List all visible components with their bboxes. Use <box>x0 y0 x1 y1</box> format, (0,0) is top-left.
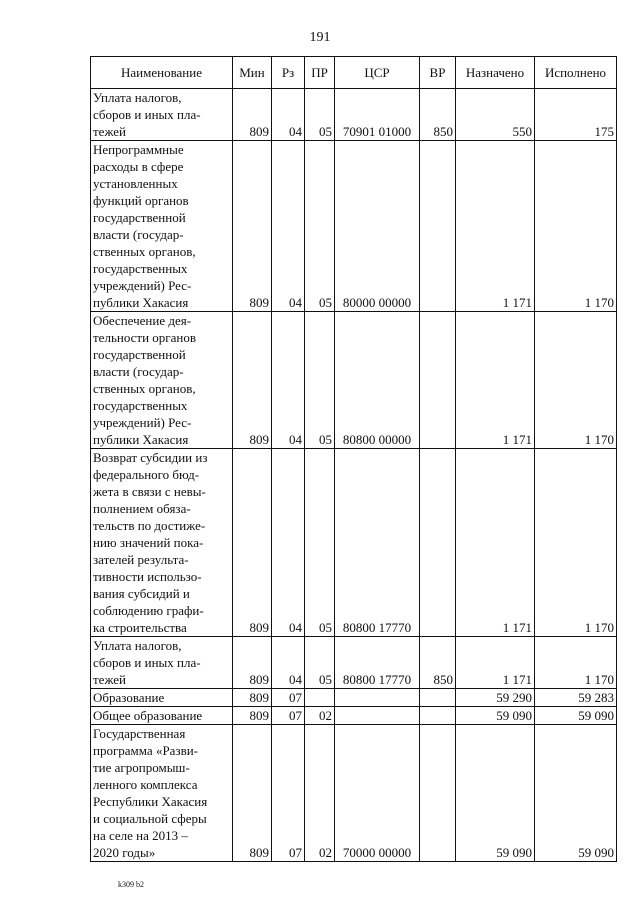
row-min: 809 <box>233 707 272 725</box>
row-vr <box>420 449 456 637</box>
table-row <box>91 637 617 689</box>
table-row <box>91 141 617 312</box>
row-assigned: 59 290 <box>456 689 535 707</box>
row-name: Непрограммные расходы в сфере установленных функций органов государственной власти (государ- ственных органов, государственных учреждений) Рес- публики Хакасия <box>91 141 233 312</box>
row-vr: 850 <box>420 637 456 689</box>
row-min: 809 <box>233 449 272 637</box>
row-name: Возврат субсидии из федерального бюд- жета в связи с невы- полнением обяза- тельств по достиже- нию значений пока- зателей результа- тивности использо- вания субсидий и соблюдению графи- ка строительства <box>91 449 233 637</box>
row-vr <box>420 707 456 725</box>
table-row <box>91 312 617 449</box>
row-rz: 04 <box>272 449 305 637</box>
table-header-row <box>91 57 617 89</box>
header-assigned: Назначено <box>456 57 535 89</box>
row-name: Образование <box>91 689 233 707</box>
page-number: 191 <box>309 30 331 45</box>
header-csr: ЦСР <box>335 57 420 89</box>
header-vr: ВР <box>420 57 456 89</box>
row-rz: 07 <box>272 707 305 725</box>
row-assigned: 1 171 <box>456 141 535 312</box>
row-min: 809 <box>233 89 272 141</box>
row-rz: 04 <box>272 312 305 449</box>
table-row <box>91 689 617 707</box>
row-assigned: 1 171 <box>456 449 535 637</box>
row-min: 809 <box>233 689 272 707</box>
table-row <box>91 449 617 637</box>
row-pr <box>305 689 335 707</box>
row-vr <box>420 141 456 312</box>
row-vr <box>420 725 456 862</box>
row-assigned: 550 <box>456 89 535 141</box>
row-csr: 80800 00000 <box>335 312 420 449</box>
row-assigned: 59 090 <box>456 725 535 862</box>
row-name: Общее образование <box>91 707 233 725</box>
table-row <box>91 725 617 862</box>
row-executed: 175 <box>535 89 617 141</box>
row-assigned: 1 171 <box>456 637 535 689</box>
row-executed: 59 283 <box>535 689 617 707</box>
header-rz: Рз <box>272 57 305 89</box>
row-executed: 1 170 <box>535 312 617 449</box>
row-pr: 05 <box>305 89 335 141</box>
row-pr: 05 <box>305 312 335 449</box>
row-vr: 850 <box>420 89 456 141</box>
row-rz: 04 <box>272 89 305 141</box>
table-row <box>91 707 617 725</box>
row-csr <box>335 689 420 707</box>
row-min: 809 <box>233 312 272 449</box>
header-name: Наименование <box>91 57 233 89</box>
row-executed: 1 170 <box>535 637 617 689</box>
row-pr: 02 <box>305 725 335 862</box>
row-min: 809 <box>233 725 272 862</box>
row-executed: 59 090 <box>535 707 617 725</box>
row-csr: 80800 17770 <box>335 449 420 637</box>
row-pr: 05 <box>305 449 335 637</box>
row-csr: 80800 17770 <box>335 637 420 689</box>
row-executed: 59 090 <box>535 725 617 862</box>
row-csr: 80000 00000 <box>335 141 420 312</box>
row-rz: 04 <box>272 141 305 312</box>
row-assigned: 59 090 <box>456 707 535 725</box>
footer-code: k309 b2 <box>118 880 144 889</box>
row-csr: 70000 00000 <box>335 725 420 862</box>
row-name: Обеспечение дея- тельности органов государственной власти (государ- ственных органов, государственных учреждений) Рес- публики Хакасия <box>91 312 233 449</box>
row-pr: 05 <box>305 637 335 689</box>
row-rz: 07 <box>272 689 305 707</box>
row-vr <box>420 689 456 707</box>
row-name: Государственная программа «Разви- тие агропромыш- ленного комплекса Республики Хакасия и социальной сферы на селе на 2013 – 2020 годы» <box>91 725 233 862</box>
row-pr: 05 <box>305 141 335 312</box>
header-executed: Исполнено <box>535 57 617 89</box>
table-row <box>91 89 617 141</box>
row-name: Уплата налогов, сборов и иных пла- тежей <box>91 637 233 689</box>
header-pr: ПР <box>305 57 335 89</box>
row-pr: 02 <box>305 707 335 725</box>
budget-table <box>90 56 617 862</box>
row-rz: 07 <box>272 725 305 862</box>
header-min: Мин <box>233 57 272 89</box>
row-min: 809 <box>233 141 272 312</box>
row-vr <box>420 312 456 449</box>
row-csr <box>335 707 420 725</box>
row-executed: 1 170 <box>535 141 617 312</box>
row-assigned: 1 171 <box>456 312 535 449</box>
row-csr: 70901 01000 <box>335 89 420 141</box>
row-rz: 04 <box>272 637 305 689</box>
row-executed: 1 170 <box>535 449 617 637</box>
row-min: 809 <box>233 637 272 689</box>
row-name: Уплата налогов, сборов и иных пла- тежей <box>91 89 233 141</box>
